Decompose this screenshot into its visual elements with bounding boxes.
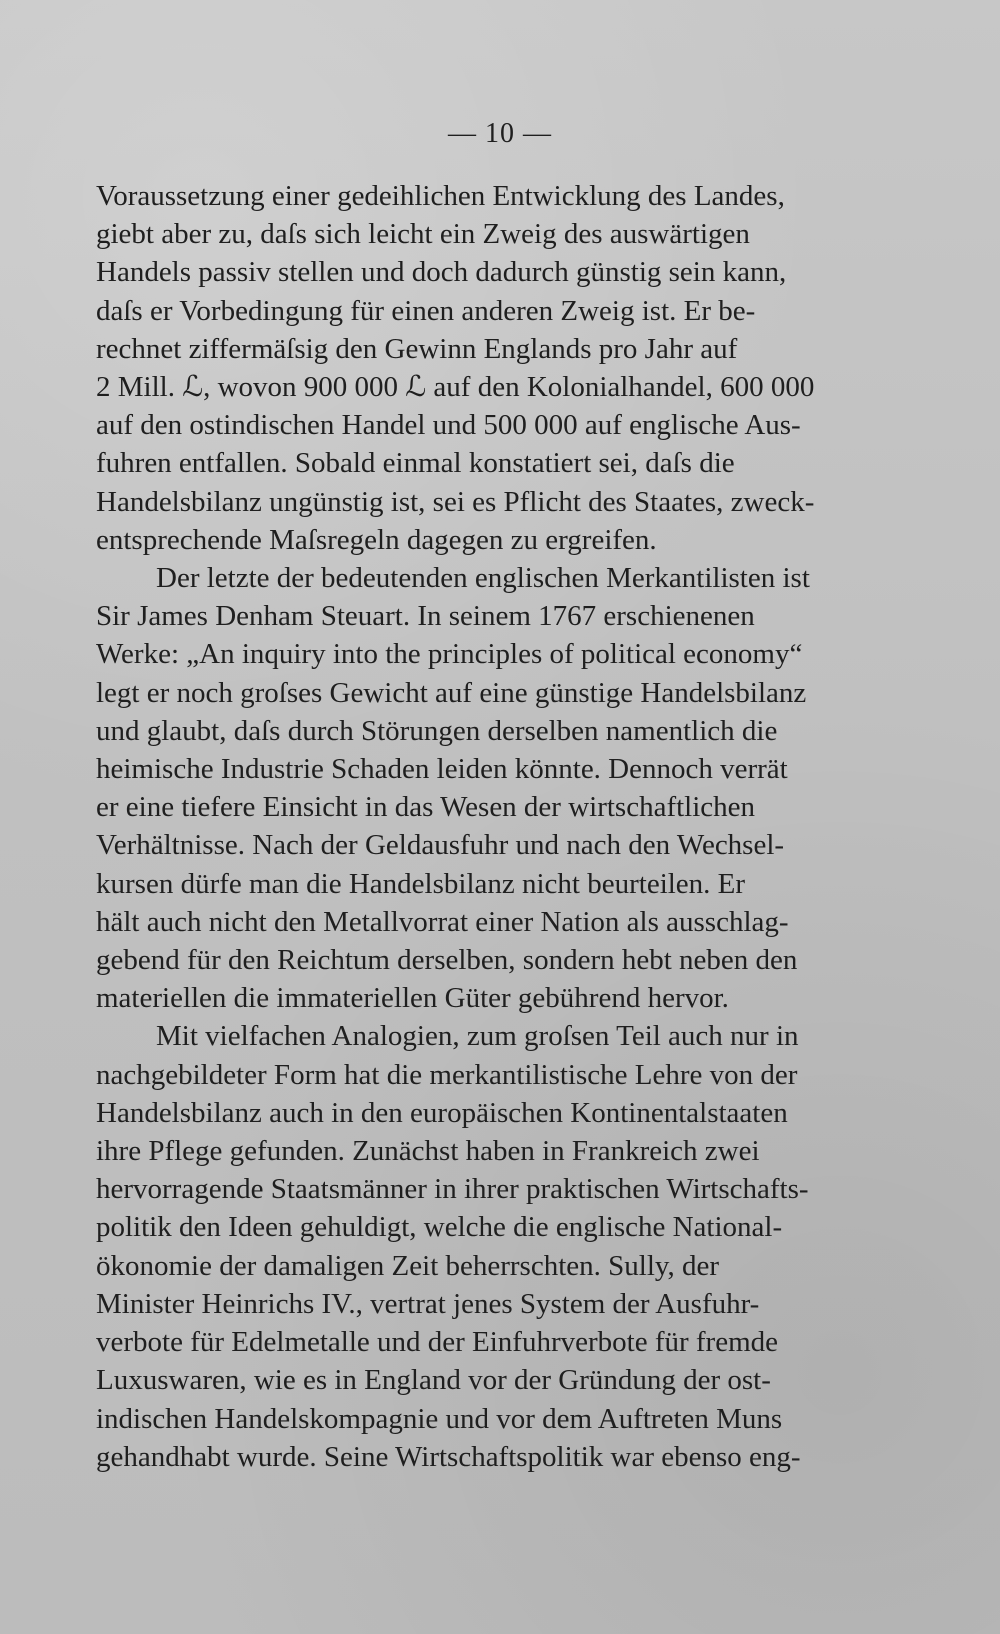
text-line: indischen Handelskompagnie und vor dem Auftreten Muns [96,1402,783,1435]
text-line: Luxuswaren, wie es in England vor der Gründung der ost- [96,1364,771,1397]
paragraph-start-line: Der letzte der bedeutenden englischen Merkantilisten ist [156,562,810,595]
text-line: entsprechende Maſsregeln dagegen zu ergreifen. [96,523,657,556]
text-line: auf den ostindischen Handel und 500 000 auf englische Aus- [96,409,801,442]
text-line: Voraussetzung einer gedeihlichen Entwicklung des Landes, [96,180,785,212]
text-line: kursen dürfe man die Handelsbilanz nicht beurteilen. Er [96,867,746,900]
text-line: Minister Heinrichs IV., vertrat jenes System der Ausfuhr- [96,1287,760,1320]
text-line: politik den Ideen gehuldigt, welche die englische National- [96,1211,783,1244]
text-line: er eine tiefere Einsicht in das Wesen der wirtschaftlichen [96,791,756,824]
text-line: 2 Mill. ℒ, wovon 900 000 ℒ auf den Kolonialhandel, 600 000 [96,371,815,404]
text-line: giebt aber zu, daſs sich leicht ein Zweig des auswärtigen [96,218,750,251]
text-line: Handelsbilanz auch in den europäischen Kontinentalstaaten [96,1096,788,1129]
text-line: Verhältnisse. Nach der Geldausfuhr und nach den Wechsel- [96,829,785,862]
text-line: gehandhabt wurde. Seine Wirtschaftspolitik war ebenso eng- [96,1440,801,1473]
text-line: Sir James Denham Steuart. In seinem 1767 erschienenen [96,600,755,633]
text-line: rechnet ziffermäſsig den Gewinn Englands pro Jahr auf [96,332,738,365]
text-line: verbote für Edelmetalle und der Einfuhrverbote für fremde [96,1326,779,1359]
page-number: — 10 — [448,118,552,149]
text-line: heimische Industrie Schaden leiden könnte. Dennoch verrät [96,753,788,786]
body-text [96,177,906,1476]
text-line: daſs er Vorbedingung für einen anderen Zweig ist. Er be- [96,294,756,327]
text-line: und glaubt, daſs durch Störungen derselben namentlich die [96,714,778,747]
text-line: Werke: „An inquiry into the principles of political economy“ [96,638,803,671]
paragraph-start-line: Mit vielfachen Analogien, zum groſsen Teil auch nur in [156,1020,799,1053]
text-line: ihre Pflege gefunden. Zunächst haben in Frankreich zwei [96,1135,760,1168]
text-line: gebend für den Reichtum derselben, sondern hebt neben den [96,944,798,977]
text-line: Handelsbilanz ungünstig ist, sei es Pflicht des Staates, zweck- [96,485,815,518]
text-line: ökonomie der damaligen Zeit beherrschten. Sully, der [96,1249,720,1282]
text-line: Handels passiv stellen und doch dadurch günstig sein kann, [96,256,787,289]
text-line: nachgebildeter Form hat die merkantilistische Lehre von der [96,1058,798,1091]
text-line: fuhren entfallen. Sobald einmal konstatiert sei, daſs die [96,447,735,480]
text-line: hält auch nicht den Metallvorrat einer Nation als ausschlag- [96,905,789,938]
text-line: hervorragende Staatsmänner in ihrer praktischen Wirtschafts- [96,1173,809,1206]
text-line: materiellen die immateriellen Güter gebührend hervor. [96,982,729,1015]
text-line: legt er noch groſses Gewicht auf eine günstige Handelsbilanz [96,676,807,709]
